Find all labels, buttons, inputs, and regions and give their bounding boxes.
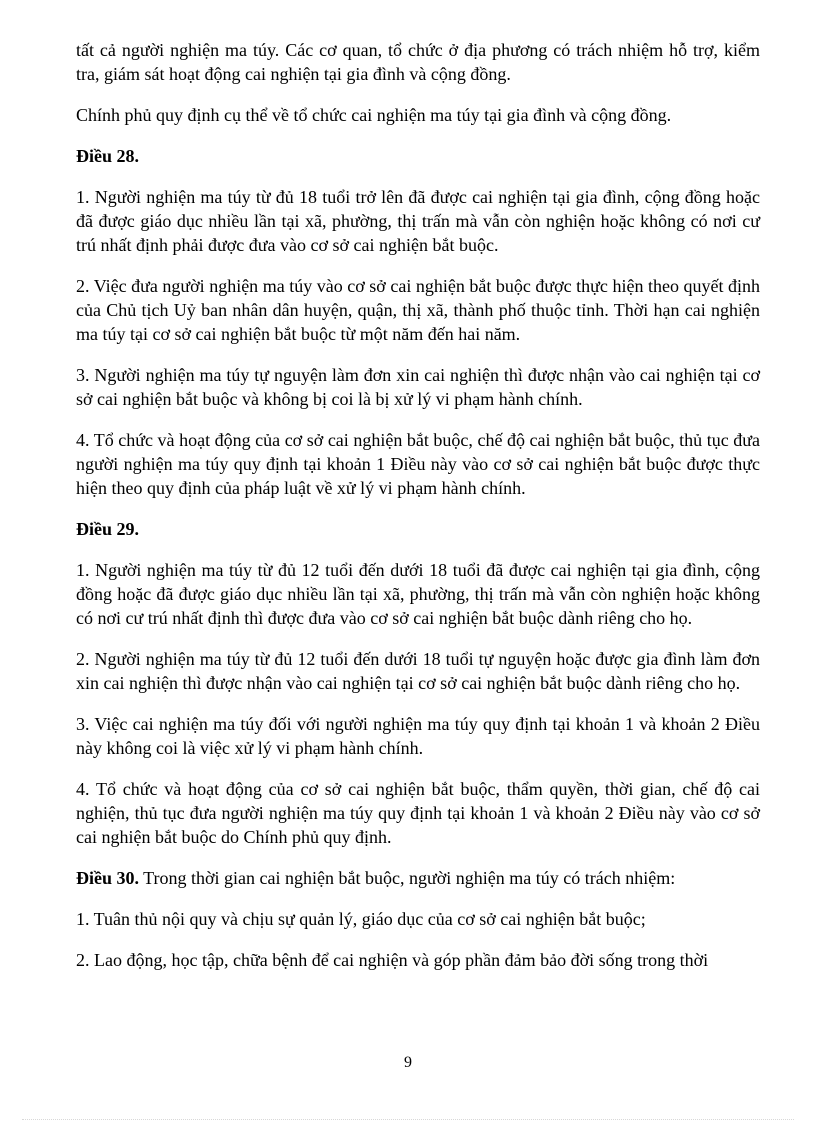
article-28-heading: Điều 28. — [76, 146, 139, 166]
page-number: 9 — [404, 1054, 412, 1071]
article-29-clause-3: 3. Việc cai nghiện ma túy đối với người nghiện ma túy quy định tại khoản 1 và khoản 2 Điều này không coi là việc xử lý vi phạm hành chính. — [76, 714, 760, 758]
page-bottom-divider — [22, 1119, 794, 1120]
article-28-clause-3: 3. Người nghiện ma túy tự nguyện làm đơn xin cai nghiện thì được nhận vào cai nghiện tại cơ sở cai nghiện bắt buộc và không bị coi là bị xử lý vi phạm hành chính. — [76, 365, 760, 409]
document-page — [76, 38, 760, 989]
article-30-paragraph — [76, 866, 760, 890]
article-28-clause-2: 2. Việc đưa người nghiện ma túy vào cơ sở cai nghiện bắt buộc được thực hiện theo quyết định của Chủ tịch Uỷ ban nhân dân huyện, quận, thị xã, thành phố thuộc tỉnh. Thời hạn cai nghiện ma túy tại cơ sở cai nghiện bắt buộc từ một năm đến hai năm. — [76, 276, 760, 344]
article-29-clause-4: 4. Tổ chức và hoạt động của cơ sở cai nghiện bắt buộc, thẩm quyền, thời gian, chế độ cai nghiện, thủ tục đưa người nghiện ma túy quy định tại khoản 1 và khoản 2 Điều này vào cơ sở cai nghiện bắt buộc do Chính phủ quy định. — [76, 779, 760, 847]
article-29-clause-2: 2. Người nghiện ma túy từ đủ 12 tuổi đến dưới 18 tuổi tự nguyện hoặc được gia đình làm đơn xin cai nghiện thì được nhận vào cai nghiện tại cơ sở cai nghiện bắt buộc dành riêng cho họ. — [76, 649, 760, 693]
article-28-clause-1: 1. Người nghiện ma túy từ đủ 18 tuổi trở lên đã được cai nghiện tại gia đình, cộng đồng hoặc đã được giáo dục nhiều lần tại xã, phường, thị trấn mà vẫn còn nghiện hoặc không có nơi cư trú nhất định phải được đưa vào cơ sở cai nghiện bắt buộc. — [76, 187, 760, 255]
article-28-clause-4: 4. Tổ chức và hoạt động của cơ sở cai nghiện bắt buộc, chế độ cai nghiện bắt buộc, thủ tục đưa người nghiện ma túy quy định tại khoản 1 Điều này vào cơ sở cai nghiện bắt buộc được thực hiện theo quy định của pháp luật về xử lý vi phạm hành chính. — [76, 430, 760, 498]
paragraph: Chính phủ quy định cụ thể về tổ chức cai nghiện ma túy tại gia đình và cộng đồng. — [76, 105, 672, 125]
article-29-heading: Điều 29. — [76, 519, 139, 539]
article-30-heading: Điều 30. — [76, 868, 139, 888]
article-30-clause-1: 1. Tuân thủ nội quy và chịu sự quản lý, giáo dục của cơ sở cai nghiện bắt buộc; — [76, 909, 646, 929]
article-30-clause-2: 2. Lao động, học tập, chữa bệnh để cai nghiện và góp phần đảm bảo đời sống trong thời — [76, 950, 709, 970]
paragraph: tất cả người nghiện ma túy. Các cơ quan, tổ chức ở địa phương có trách nhiệm hỗ trợ, kiểm tra, giám sát hoạt động cai nghiện tại gia đình và cộng đồng. — [76, 40, 760, 84]
article-29-clause-1: 1. Người nghiện ma túy từ đủ 12 tuổi đến dưới 18 tuổi đã được cai nghiện tại gia đình, cộng đồng hoặc đã được giáo dục nhiều lần tại xã, phường, thị trấn mà vẫn còn nghiện hoặc không có nơi cư trú nhất định thì được đưa vào cơ sở cai nghiện bắt buộc dành riêng cho họ. — [76, 560, 760, 628]
article-30-intro: Trong thời gian cai nghiện bắt buộc, người nghiện ma túy có trách nhiệm: — [139, 868, 676, 888]
